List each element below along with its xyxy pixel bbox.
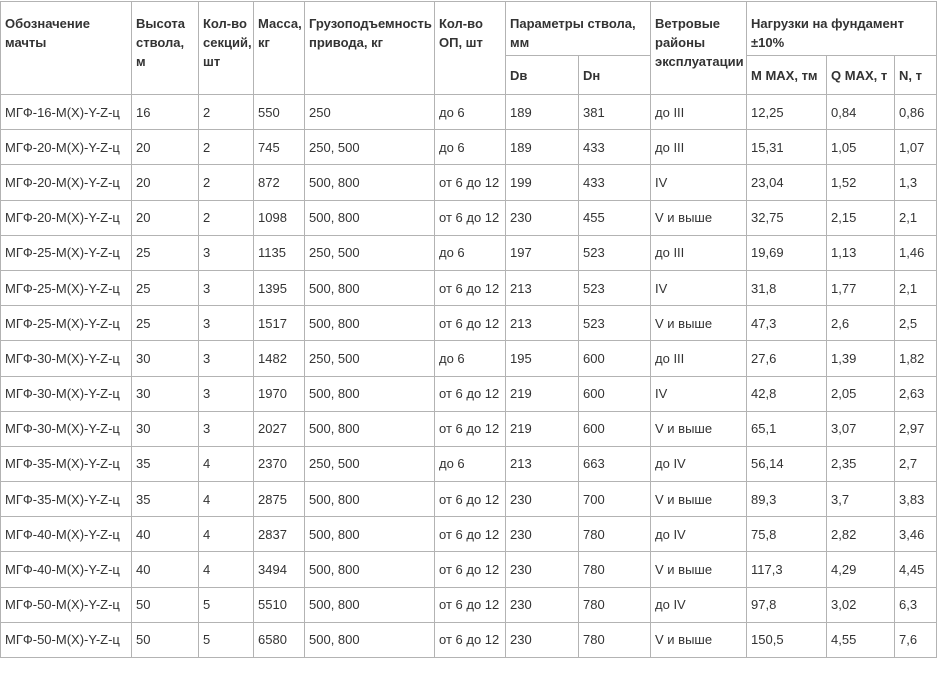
- cell-wind: до III: [651, 341, 747, 376]
- cell-capacity: 250, 500: [305, 341, 435, 376]
- cell-dn: 523: [579, 306, 651, 341]
- cell-op-count: до 6: [435, 95, 506, 130]
- cell-dv: 230: [506, 200, 579, 235]
- cell-capacity: 500, 800: [305, 306, 435, 341]
- cell-capacity: 500, 800: [305, 270, 435, 305]
- cell-n: 6,3: [895, 587, 937, 622]
- cell-q-max: 2,15: [827, 200, 895, 235]
- table-row: [1, 446, 937, 481]
- cell-capacity: 500, 800: [305, 376, 435, 411]
- cell-height: 20: [132, 165, 199, 200]
- cell-m-max: 42,8: [747, 376, 827, 411]
- cell-dv: 219: [506, 411, 579, 446]
- cell-m-max: 75,8: [747, 517, 827, 552]
- cell-mass: 2027: [254, 411, 305, 446]
- cell-dn: 780: [579, 622, 651, 657]
- cell-m-max: 56,14: [747, 446, 827, 481]
- cell-m-max: 65,1: [747, 411, 827, 446]
- header-dv: Dв: [506, 56, 579, 95]
- cell-designation: МГФ-30-М(Х)-Y-Z-ц: [1, 341, 132, 376]
- cell-dv: 230: [506, 482, 579, 517]
- cell-mass: 6580: [254, 622, 305, 657]
- cell-dn: 455: [579, 200, 651, 235]
- header-op-count: Кол-во ОП, шт: [435, 2, 506, 95]
- cell-op-count: до 6: [435, 130, 506, 165]
- cell-capacity: 500, 800: [305, 165, 435, 200]
- cell-wind: V и выше: [651, 552, 747, 587]
- cell-designation: МГФ-50-М(Х)-Y-Z-ц: [1, 622, 132, 657]
- cell-sections: 2: [199, 95, 254, 130]
- cell-height: 20: [132, 130, 199, 165]
- table-row: [1, 130, 937, 165]
- cell-height: 50: [132, 587, 199, 622]
- header-trunk-params: Параметры ствола, мм: [506, 2, 651, 56]
- cell-q-max: 2,35: [827, 446, 895, 481]
- cell-op-count: до 6: [435, 235, 506, 270]
- cell-m-max: 19,69: [747, 235, 827, 270]
- cell-q-max: 3,02: [827, 587, 895, 622]
- table-row: [1, 341, 937, 376]
- cell-n: 2,5: [895, 306, 937, 341]
- cell-q-max: 1,77: [827, 270, 895, 305]
- cell-sections: 5: [199, 622, 254, 657]
- cell-dv: 213: [506, 446, 579, 481]
- table-row: [1, 482, 937, 517]
- cell-dn: 381: [579, 95, 651, 130]
- cell-dv: 219: [506, 376, 579, 411]
- header-sections: Кол-во секций, шт: [199, 2, 254, 95]
- cell-sections: 4: [199, 482, 254, 517]
- cell-capacity: 500, 800: [305, 482, 435, 517]
- cell-height: 20: [132, 200, 199, 235]
- cell-sections: 4: [199, 552, 254, 587]
- cell-wind: V и выше: [651, 200, 747, 235]
- cell-q-max: 2,82: [827, 517, 895, 552]
- cell-q-max: 2,6: [827, 306, 895, 341]
- cell-op-count: от 6 до 12: [435, 622, 506, 657]
- table-row: [1, 517, 937, 552]
- cell-height: 16: [132, 95, 199, 130]
- cell-q-max: 1,05: [827, 130, 895, 165]
- cell-dv: 197: [506, 235, 579, 270]
- cell-designation: МГФ-50-М(Х)-Y-Z-ц: [1, 587, 132, 622]
- cell-height: 35: [132, 482, 199, 517]
- cell-capacity: 250, 500: [305, 235, 435, 270]
- cell-sections: 3: [199, 235, 254, 270]
- cell-capacity: 500, 800: [305, 552, 435, 587]
- cell-mass: 2837: [254, 517, 305, 552]
- cell-designation: МГФ-25-М(Х)-Y-Z-ц: [1, 235, 132, 270]
- table-row: [1, 235, 937, 270]
- cell-capacity: 500, 800: [305, 200, 435, 235]
- cell-op-count: до 6: [435, 341, 506, 376]
- cell-wind: до IV: [651, 446, 747, 481]
- cell-height: 25: [132, 306, 199, 341]
- cell-mass: 550: [254, 95, 305, 130]
- cell-designation: МГФ-30-М(Х)-Y-Z-ц: [1, 411, 132, 446]
- cell-height: 35: [132, 446, 199, 481]
- header-m-max: M MAX, тм: [747, 56, 827, 95]
- cell-n: 2,97: [895, 411, 937, 446]
- cell-n: 2,7: [895, 446, 937, 481]
- cell-dv: 189: [506, 130, 579, 165]
- cell-n: 0,86: [895, 95, 937, 130]
- cell-m-max: 27,6: [747, 341, 827, 376]
- cell-n: 2,1: [895, 270, 937, 305]
- header-wind: Ветровые районы эксплуатации: [651, 2, 747, 95]
- header-capacity: Грузоподъемность привода, кг: [305, 2, 435, 95]
- cell-wind: до III: [651, 235, 747, 270]
- cell-q-max: 2,05: [827, 376, 895, 411]
- table-row: [1, 200, 937, 235]
- cell-capacity: 500, 800: [305, 622, 435, 657]
- cell-dv: 230: [506, 622, 579, 657]
- cell-m-max: 32,75: [747, 200, 827, 235]
- cell-dv: 189: [506, 95, 579, 130]
- cell-dn: 523: [579, 270, 651, 305]
- cell-dn: 600: [579, 376, 651, 411]
- cell-dv: 230: [506, 552, 579, 587]
- cell-mass: 5510: [254, 587, 305, 622]
- cell-dn: 780: [579, 587, 651, 622]
- cell-sections: 3: [199, 341, 254, 376]
- cell-height: 50: [132, 622, 199, 657]
- cell-op-count: от 6 до 12: [435, 517, 506, 552]
- cell-height: 30: [132, 411, 199, 446]
- cell-capacity: 500, 800: [305, 517, 435, 552]
- cell-designation: МГФ-40-М(Х)-Y-Z-ц: [1, 517, 132, 552]
- cell-dv: 230: [506, 517, 579, 552]
- cell-height: 25: [132, 270, 199, 305]
- cell-dv: 213: [506, 306, 579, 341]
- cell-height: 40: [132, 552, 199, 587]
- cell-dn: 523: [579, 235, 651, 270]
- table-row: [1, 622, 937, 657]
- cell-op-count: от 6 до 12: [435, 552, 506, 587]
- cell-n: 1,3: [895, 165, 937, 200]
- table-row: [1, 587, 937, 622]
- cell-wind: до IV: [651, 517, 747, 552]
- table-body: [1, 95, 937, 658]
- cell-mass: 2875: [254, 482, 305, 517]
- cell-dn: 600: [579, 341, 651, 376]
- cell-op-count: от 6 до 12: [435, 587, 506, 622]
- cell-sections: 3: [199, 376, 254, 411]
- cell-designation: МГФ-20-М(Х)-Y-Z-ц: [1, 130, 132, 165]
- cell-mass: 872: [254, 165, 305, 200]
- cell-m-max: 31,8: [747, 270, 827, 305]
- cell-n: 1,46: [895, 235, 937, 270]
- cell-designation: МГФ-40-М(Х)-Y-Z-ц: [1, 552, 132, 587]
- cell-capacity: 500, 800: [305, 587, 435, 622]
- cell-n: 3,83: [895, 482, 937, 517]
- header-height: Высота ствола, м: [132, 2, 199, 95]
- cell-capacity: 500, 800: [305, 411, 435, 446]
- cell-designation: МГФ-25-М(Х)-Y-Z-ц: [1, 306, 132, 341]
- cell-wind: до IV: [651, 587, 747, 622]
- cell-capacity: 250, 500: [305, 446, 435, 481]
- header-dn: Dн: [579, 56, 651, 95]
- cell-m-max: 150,5: [747, 622, 827, 657]
- cell-dv: 195: [506, 341, 579, 376]
- cell-dv: 199: [506, 165, 579, 200]
- cell-dv: 213: [506, 270, 579, 305]
- cell-wind: V и выше: [651, 622, 747, 657]
- cell-mass: 3494: [254, 552, 305, 587]
- cell-op-count: до 6: [435, 446, 506, 481]
- cell-dn: 780: [579, 517, 651, 552]
- mast-specs-table: [0, 1, 937, 658]
- cell-mass: 1482: [254, 341, 305, 376]
- cell-sections: 2: [199, 130, 254, 165]
- header-designation: Обозначение мачты: [1, 2, 132, 95]
- cell-wind: до III: [651, 130, 747, 165]
- cell-n: 1,07: [895, 130, 937, 165]
- cell-n: 4,45: [895, 552, 937, 587]
- cell-mass: 2370: [254, 446, 305, 481]
- cell-op-count: от 6 до 12: [435, 270, 506, 305]
- cell-op-count: от 6 до 12: [435, 200, 506, 235]
- cell-n: 7,6: [895, 622, 937, 657]
- cell-sections: 4: [199, 446, 254, 481]
- cell-sections: 4: [199, 517, 254, 552]
- cell-capacity: 250, 500: [305, 130, 435, 165]
- cell-q-max: 1,52: [827, 165, 895, 200]
- cell-n: 2,1: [895, 200, 937, 235]
- cell-mass: 1098: [254, 200, 305, 235]
- cell-sections: 3: [199, 306, 254, 341]
- cell-dn: 700: [579, 482, 651, 517]
- cell-height: 25: [132, 235, 199, 270]
- table-row: [1, 270, 937, 305]
- cell-mass: 1517: [254, 306, 305, 341]
- cell-designation: МГФ-35-М(Х)-Y-Z-ц: [1, 482, 132, 517]
- cell-dn: 433: [579, 165, 651, 200]
- cell-m-max: 12,25: [747, 95, 827, 130]
- cell-sections: 3: [199, 411, 254, 446]
- cell-height: 30: [132, 341, 199, 376]
- cell-wind: IV: [651, 270, 747, 305]
- cell-designation: МГФ-30-М(Х)-Y-Z-ц: [1, 376, 132, 411]
- cell-n: 1,82: [895, 341, 937, 376]
- cell-mass: 1395: [254, 270, 305, 305]
- header-mass: Масса, кг: [254, 2, 305, 95]
- header-row: [1, 2, 937, 56]
- cell-mass: 1970: [254, 376, 305, 411]
- cell-designation: МГФ-35-М(Х)-Y-Z-ц: [1, 446, 132, 481]
- cell-wind: IV: [651, 376, 747, 411]
- cell-dn: 600: [579, 411, 651, 446]
- cell-dv: 230: [506, 587, 579, 622]
- cell-designation: МГФ-25-М(Х)-Y-Z-ц: [1, 270, 132, 305]
- header-n: N, т: [895, 56, 937, 95]
- cell-m-max: 23,04: [747, 165, 827, 200]
- cell-designation: МГФ-16-М(Х)-Y-Z-ц: [1, 95, 132, 130]
- cell-op-count: от 6 до 12: [435, 376, 506, 411]
- header-loads: Нагрузки на фундамент ±10%: [747, 2, 937, 56]
- cell-op-count: от 6 до 12: [435, 482, 506, 517]
- cell-q-max: 3,7: [827, 482, 895, 517]
- cell-height: 40: [132, 517, 199, 552]
- cell-designation: МГФ-20-М(Х)-Y-Z-ц: [1, 200, 132, 235]
- cell-m-max: 47,3: [747, 306, 827, 341]
- cell-m-max: 15,31: [747, 130, 827, 165]
- cell-dn: 663: [579, 446, 651, 481]
- table-row: [1, 306, 937, 341]
- cell-dn: 780: [579, 552, 651, 587]
- table-row: [1, 165, 937, 200]
- cell-wind: V и выше: [651, 411, 747, 446]
- table-row: [1, 376, 937, 411]
- cell-q-max: 1,13: [827, 235, 895, 270]
- cell-op-count: от 6 до 12: [435, 165, 506, 200]
- cell-wind: IV: [651, 165, 747, 200]
- cell-q-max: 3,07: [827, 411, 895, 446]
- cell-sections: 5: [199, 587, 254, 622]
- table-row: [1, 411, 937, 446]
- cell-n: 2,63: [895, 376, 937, 411]
- cell-q-max: 4,29: [827, 552, 895, 587]
- cell-q-max: 0,84: [827, 95, 895, 130]
- cell-height: 30: [132, 376, 199, 411]
- cell-capacity: 250: [305, 95, 435, 130]
- cell-op-count: от 6 до 12: [435, 411, 506, 446]
- cell-m-max: 89,3: [747, 482, 827, 517]
- cell-q-max: 4,55: [827, 622, 895, 657]
- cell-n: 3,46: [895, 517, 937, 552]
- table-row: [1, 95, 937, 130]
- cell-dn: 433: [579, 130, 651, 165]
- cell-q-max: 1,39: [827, 341, 895, 376]
- cell-designation: МГФ-20-М(Х)-Y-Z-ц: [1, 165, 132, 200]
- cell-m-max: 97,8: [747, 587, 827, 622]
- cell-sections: 2: [199, 165, 254, 200]
- cell-mass: 745: [254, 130, 305, 165]
- cell-wind: V и выше: [651, 482, 747, 517]
- header-q-max: Q MAX, т: [827, 56, 895, 95]
- table-row: [1, 552, 937, 587]
- cell-sections: 2: [199, 200, 254, 235]
- cell-wind: до III: [651, 95, 747, 130]
- cell-op-count: от 6 до 12: [435, 306, 506, 341]
- cell-m-max: 117,3: [747, 552, 827, 587]
- cell-sections: 3: [199, 270, 254, 305]
- cell-mass: 1135: [254, 235, 305, 270]
- cell-wind: V и выше: [651, 306, 747, 341]
